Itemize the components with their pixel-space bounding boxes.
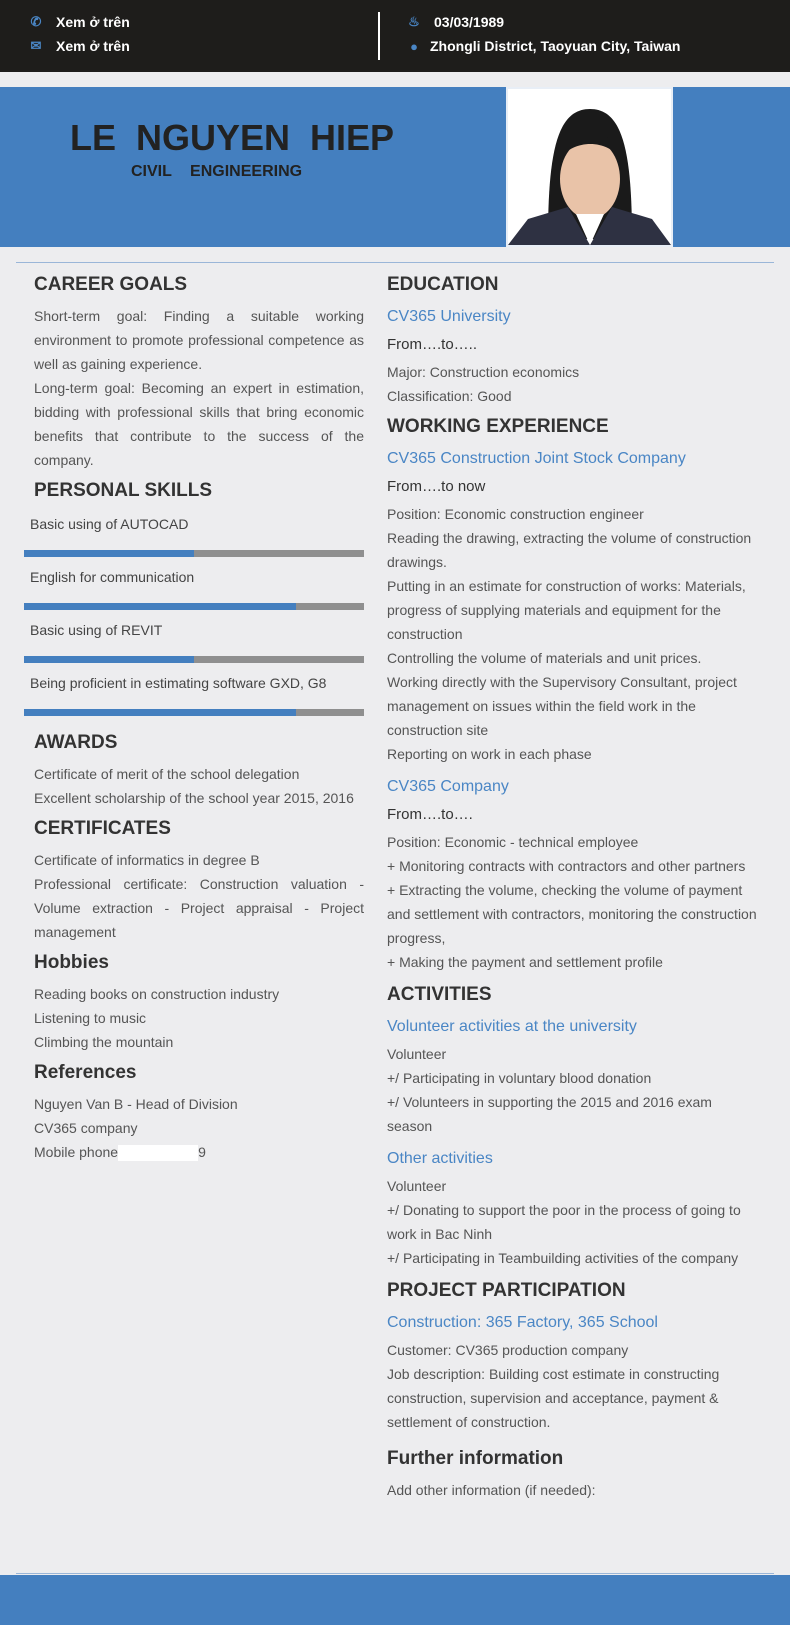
job-line: Position: Economic construction engineer [387,506,644,522]
skill-bar-fill [24,709,296,716]
skills-section [30,478,364,716]
skill-label: Basic using of AUTOCAD [30,516,189,532]
section-heading: Further information [387,1448,564,1469]
project-title: Construction: 365 Factory, 365 School [387,1314,658,1331]
major: Major: Construction economics [387,364,580,380]
certificates-section [34,816,364,944]
phone-text: Xem ở trên [56,14,130,30]
skill-bar [24,603,364,610]
envelope-icon: ✉ [30,38,42,53]
hobby-item: Reading books on construction industry [34,986,280,1002]
section-heading: ACTIVITIES [387,984,492,1005]
activity-entry [387,1014,757,1138]
job-line: + Monitoring contracts with contractors and other partners [387,858,746,874]
skill-bar [24,709,364,716]
section-heading: PROJECT PARTICIPATION [387,1280,626,1301]
phone-label: Mobile phone [34,1144,119,1160]
map-marker-icon: ● [410,38,418,54]
hobby-item: Climbing the mountain [34,1034,174,1050]
job-line: Reporting on work in each phase [387,746,592,762]
reference-phone [34,1140,364,1164]
right-column [387,272,757,1508]
project-line: Job description: Building cost estimate in constructing construction, supervision and acceptance, payment & settlement of construction. [387,1366,720,1430]
left-column [30,272,364,1170]
profile-photo [506,87,673,247]
address-item [406,38,680,54]
reference-item: Nguyen Van B - Head of Division [34,1096,238,1112]
experience-section [387,414,757,974]
job-entry [387,446,757,766]
section-heading: CERTIFICATES [34,818,171,839]
skill-label: Basic using of REVIT [30,622,163,638]
divider-top [16,262,774,263]
candidate-title: CIVIL ENGINEERING [131,163,303,180]
hobbies-section [34,950,364,1054]
skill-label: English for communication [30,569,195,585]
further-section [387,1446,757,1502]
skill-bar-fill [24,550,194,557]
skill-label: Being proficient in estimating software GXD, G8 [30,675,327,691]
section-heading: WORKING EXPERIENCE [387,416,609,437]
awards-section [34,730,364,810]
hobby-item: Listening to music [34,1010,147,1026]
skill-bar [24,550,364,557]
redacted-number [118,1145,198,1161]
email-item [28,38,130,54]
section-heading: References [34,1062,137,1083]
email-text: Xem ở trên [56,38,130,54]
section-heading: PERSONAL SKILLS [34,480,213,501]
skill-item [24,673,364,716]
job-line: Reading the drawing, extracting the volume of construction drawings. [387,530,752,570]
contact-bar [0,0,790,72]
company-name: CV365 Company [387,778,509,795]
candidate-name: LE NGUYEN HIEP [70,117,395,158]
job-line: + Making the payment and settlement profile [387,954,663,970]
activity-line: Volunteer [387,1046,447,1062]
skill-item [24,567,364,610]
phone-icon: ✆ [30,14,42,29]
references-section [34,1060,364,1164]
further-text: Add other information (if needed): [387,1482,596,1498]
activity-line: +/ Volunteers in supporting the 2015 and 2016 exam season [387,1094,712,1134]
skill-bar-fill [24,656,194,663]
company-name: CV365 Construction Joint Stock Company [387,450,686,467]
address-text: Zhongli District, Taoyuan City, Taiwan [430,38,681,54]
activity-line: +/ Participating in voluntary blood donation [387,1070,652,1086]
job-period: From….to…. [387,806,473,823]
phone-tail: 9 [198,1144,206,1160]
reference-item: CV365 company [34,1120,138,1136]
activity-line: +/ Participating in Teambuilding activities of the company [387,1250,739,1266]
skill-item [24,514,364,557]
skill-bar-fill [24,603,296,610]
divider-bottom [16,1573,774,1574]
activity-entry [387,1146,757,1270]
header-banner [0,87,790,247]
certificate-item: Professional certificate: Construction valuation - Volume extraction - Project appraisal - Project management [34,876,364,940]
award-item: Certificate of merit of the school delegation [34,766,300,782]
award-item: Excellent scholarship of the school year 2015, 2016 [34,790,354,806]
job-period: From….to now [387,478,486,495]
skill-bar [24,656,364,663]
footer-band [0,1575,790,1625]
phone-item [28,14,130,30]
divider [378,12,380,60]
classification: Classification: Good [387,388,512,404]
job-line: + Extracting the volume, checking the volume of payment and settlement with contractors, monitoring the construction progress, [387,882,757,946]
activity-line: +/ Donating to support the poor in the process of going to work in Bac Ninh [387,1202,741,1242]
job-line: Working directly with the Supervisory Consultant, project management on issues within the field work in the construction site [387,674,737,738]
education-period: From….to….. [387,336,478,353]
section-heading: CAREER GOALS [34,274,188,295]
skill-item [24,620,364,663]
birthday-text: 03/03/1989 [434,14,505,30]
section-heading: AWARDS [34,732,118,753]
activity-title: Other activities [387,1150,493,1167]
birthday-item [406,14,504,30]
section-heading: Hobbies [34,952,109,973]
job-line: Position: Economic - technical employee [387,834,639,850]
education-section [387,272,757,408]
projects-section [387,1278,757,1434]
project-line: Customer: CV365 production company [387,1342,629,1358]
activity-title: Volunteer activities at the university [387,1018,637,1035]
birthday-cake-icon: ♨ [408,14,420,29]
career-goals-section [34,272,364,472]
job-line: Putting in an estimate for construction of works: Materials, progress of supplying materials and equipment for the construction [387,578,746,642]
section-heading: EDUCATION [387,274,499,295]
school-name: CV365 University [387,308,511,325]
certificate-item: Certificate of informatics in degree B [34,852,260,868]
job-line: Controlling the volume of materials and unit prices. [387,650,702,666]
job-entry [387,774,757,974]
activities-section [387,982,757,1270]
activity-line: Volunteer [387,1178,447,1194]
long-term-goal: Long-term goal: Becoming an expert in estimation, bidding with professional skills that bring economic benefits that contribute to the success of the company. [34,380,364,468]
short-term-goal: Short-term goal: Finding a suitable working environment to promote professional competence as well as gaining experience. [34,308,364,372]
